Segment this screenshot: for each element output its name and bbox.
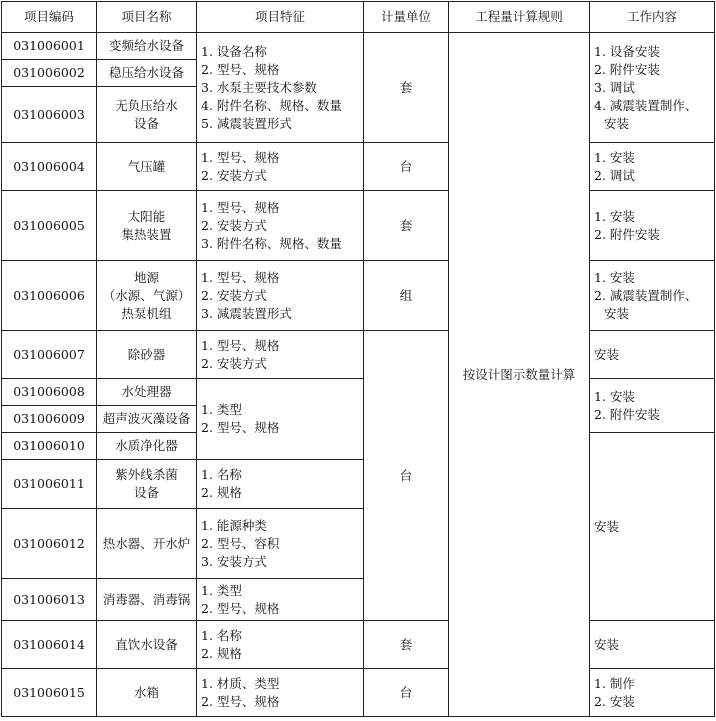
item-feature: 1. 型号、规格 2. 安装方式 (197, 143, 364, 191)
item-code: 031006001 (2, 33, 97, 60)
header-rule: 工程量计算规则 (449, 2, 590, 33)
item-feature: 1. 名称 2. 规格 (197, 621, 364, 669)
table-row (2, 33, 715, 60)
header-feature: 项目特征 (197, 2, 364, 33)
item-feature: 1. 类型 2. 型号、规格 (197, 579, 364, 621)
item-code: 031006009 (2, 406, 97, 433)
item-work: 1. 安装 2. 减震装置制作、 安装 (590, 261, 715, 331)
item-feature: 1. 型号、规格 2. 安装方式 3. 减震装置形式 (197, 261, 364, 331)
item-work: 安装 (590, 433, 715, 621)
item-code: 031006002 (2, 60, 97, 87)
table-row (2, 331, 715, 379)
table-row (2, 669, 715, 717)
item-code: 031006011 (2, 460, 97, 509)
equipment-spec-table (1, 1, 715, 717)
calculation-rule: 按设计图示数量计算 (449, 33, 590, 717)
item-name: 水质净化器 (97, 433, 197, 460)
item-name: 地源 （水源、气源） 热泵机组 (97, 261, 197, 331)
item-name: 热水器、开水炉 (97, 509, 197, 579)
item-feature: 1. 能源种类 2. 型号、容积 3. 安装方式 (197, 509, 364, 579)
item-code: 031006006 (2, 261, 97, 331)
item-code: 031006005 (2, 191, 97, 261)
item-work: 1. 安装 2. 附件安装 (590, 191, 715, 261)
item-work: 1. 设备安装 2. 附件安装 3. 调试 4. 减震装置制作、 安装 (590, 33, 715, 143)
item-code: 031006003 (2, 87, 97, 143)
table-row (2, 191, 715, 261)
item-code: 031006004 (2, 143, 97, 191)
item-work: 1. 制作 2. 安装 (590, 669, 715, 717)
item-name: 太阳能 集热装置 (97, 191, 197, 261)
item-name: 紫外线杀菌 设备 (97, 460, 197, 509)
item-name: 水处理器 (97, 379, 197, 406)
table-row (2, 379, 715, 406)
item-name: 气压罐 (97, 143, 197, 191)
item-feature: 1. 设备名称 2. 型号、规格 3. 水泵主要技术参数 4. 附件名称、规格、数量 5. 减震装置形式 (197, 33, 364, 143)
header-unit: 计量单位 (364, 2, 449, 33)
item-unit: 台 (364, 143, 449, 191)
item-work: 1. 安装 2. 调试 (590, 143, 715, 191)
item-feature: 1. 型号、规格 2. 安装方式 3. 附件名称、规格、数量 (197, 191, 364, 261)
item-unit: 套 (364, 191, 449, 261)
item-unit: 套 (364, 33, 449, 143)
item-name: 直饮水设备 (97, 621, 197, 669)
header-work: 工作内容 (590, 2, 715, 33)
table-row (2, 143, 715, 191)
item-feature: 1. 名称 2. 规格 (197, 460, 364, 509)
item-code: 031006013 (2, 579, 97, 621)
header-row (2, 2, 715, 33)
item-name: 超声波灭藻设备 (97, 406, 197, 433)
item-unit: 组 (364, 261, 449, 331)
item-code: 031006007 (2, 331, 97, 379)
item-name: 除砂器 (97, 331, 197, 379)
item-feature: 1. 类型 2. 型号、规格 (197, 379, 364, 460)
item-code: 031006015 (2, 669, 97, 717)
item-name: 无负压给水 设备 (97, 87, 197, 143)
item-code: 031006010 (2, 433, 97, 460)
header-code: 项目编码 (2, 2, 97, 33)
header-name: 项目名称 (97, 2, 197, 33)
item-name: 水箱 (97, 669, 197, 717)
item-name: 消毒器、消毒锅 (97, 579, 197, 621)
item-work: 1. 安装 2. 附件安装 (590, 379, 715, 433)
item-feature: 1. 型号、规格 2. 安装方式 (197, 331, 364, 379)
item-work: 安装 (590, 331, 715, 379)
item-name: 变频给水设备 (97, 33, 197, 60)
item-unit: 台 (364, 331, 449, 621)
item-work: 安装 (590, 621, 715, 669)
item-feature: 1. 材质、类型 2. 型号、规格 (197, 669, 364, 717)
item-name: 稳压给水设备 (97, 60, 197, 87)
item-unit: 套 (364, 621, 449, 669)
table-row (2, 261, 715, 331)
item-unit: 台 (364, 669, 449, 717)
item-code: 031006014 (2, 621, 97, 669)
table-row (2, 621, 715, 669)
item-code: 031006012 (2, 509, 97, 579)
item-code: 031006008 (2, 379, 97, 406)
